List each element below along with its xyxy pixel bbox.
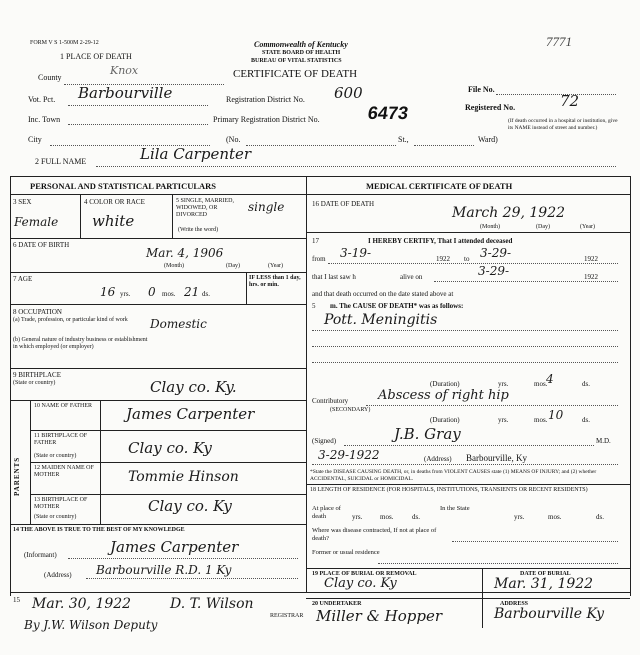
residence-place-ds: ds. xyxy=(412,513,420,521)
duration-2-ds: ds. xyxy=(582,416,590,424)
from-year-value: 1922 xyxy=(436,255,450,263)
alive-on-year: 1922 xyxy=(584,273,598,281)
certify-number: 17 xyxy=(312,237,319,245)
duration-2-yrs: yrs. xyxy=(498,416,509,424)
vot-pct-value: Barbourville xyxy=(78,84,173,102)
dob-value: Mar. 4, 1906 xyxy=(146,246,224,260)
father-birthplace-value: Clay co. Ky xyxy=(128,439,212,457)
informant-address-value: Barbourville R.D. 1 Ky xyxy=(96,563,232,577)
cause-of-death-value: Pott. Meningitis xyxy=(324,312,438,328)
cause-of-death-text: m. The CAUSE OF DEATH* was as follows: xyxy=(330,302,464,310)
in-state-label: In the State xyxy=(440,505,470,512)
commonwealth-heading: Commonwealth of Kentucky xyxy=(254,40,348,49)
occupation-label: 8 OCCUPATION xyxy=(13,308,62,316)
dob-day-hint: (Day) xyxy=(226,263,240,269)
ward-label: Ward) xyxy=(478,135,498,144)
father-birthplace-label: 11 BIRTHPLACE OF FATHER xyxy=(34,433,88,446)
dob-label: 6 DATE OF BIRTH xyxy=(13,241,70,249)
marital-status-value: single xyxy=(248,200,285,214)
residence-place-mos: mos. xyxy=(380,513,394,521)
birthplace-value: Clay co. Ky. xyxy=(150,378,237,396)
undertaker-address-label: ADDRESS xyxy=(500,601,529,607)
color-race-value: white xyxy=(92,212,135,230)
duration-2-months-value: 10 xyxy=(548,408,564,422)
father-name-value: James Carpenter xyxy=(126,405,255,423)
age-days-value: 21 xyxy=(184,285,200,299)
registered-no-label: Registered No. xyxy=(465,103,516,112)
duration-2-mos: mos. xyxy=(534,416,548,424)
residence-state-ds: ds. xyxy=(596,513,604,521)
medical-section-header: MEDICAL CERTIFICATE OF DEATH xyxy=(366,181,513,191)
mother-birthplace-label: 13 BIRTHPLACE OF MOTHER xyxy=(34,497,88,510)
residence-state-yrs: yrs. xyxy=(514,513,525,521)
city-label: City xyxy=(28,135,42,144)
marital-status-label: 5 SINGLE, MARRIED, WIDOWED, OR DIVORCED xyxy=(176,198,234,218)
registrar-value: D. T. Wilson xyxy=(170,596,254,612)
duration-1-mos: mos. xyxy=(534,380,548,388)
dob-year-hint: (Year) xyxy=(268,263,284,269)
signed-date-value: 3-29-1922 xyxy=(318,448,380,462)
father-birthplace-state-hint: (State or country) xyxy=(34,453,77,459)
physician-address-label: (Address) xyxy=(424,455,452,463)
burial-place-label: 19 PLACE OF BURIAL OR REMOVAL xyxy=(312,571,417,577)
to-year-value: 1922 xyxy=(584,255,598,263)
burial-date-value: Mar. 31, 1922 xyxy=(494,576,594,592)
age-years-value: 16 xyxy=(100,285,116,299)
death-month-hint: (Month) xyxy=(480,224,500,230)
corner-number: 7771 xyxy=(546,34,572,49)
registrar-label: REGISTRAR xyxy=(270,613,304,619)
disease-contracted-label: Where was disease contracted, If not at place of death? xyxy=(312,527,437,542)
filed-date-value: Mar. 30, 1922 xyxy=(32,596,132,612)
last-saw-text: that I last saw h xyxy=(312,273,356,281)
informant-value: James Carpenter xyxy=(110,538,239,556)
alive-on-value: 3-29- xyxy=(478,264,510,278)
mother-name-label: 12 MAIDEN NAME OF MOTHER xyxy=(34,465,94,478)
primary-registration-value: 6473 xyxy=(366,103,410,123)
physician-address-value: Barbourville, Ky xyxy=(466,453,527,463)
form-number: FORM V S 1-500M 2-29-12 xyxy=(30,40,99,46)
undertaker-label: 20 UNDERTAKER xyxy=(312,601,362,607)
burial-place-value: Clay co. Ky xyxy=(324,576,397,591)
to-date-value: 3-29- xyxy=(480,246,512,260)
date-of-death-value: March 29, 1922 xyxy=(452,205,566,221)
file-no-label: File No. xyxy=(468,85,495,94)
sex-label: 3 SEX xyxy=(13,198,32,206)
registration-district-label: Registration District No. xyxy=(226,95,305,104)
registered-no-value: 72 xyxy=(560,92,580,110)
mother-name-value: Tommie Hinson xyxy=(128,469,239,485)
signed-value: J.B. Gray xyxy=(394,425,461,443)
duration-1-months-value: 4 xyxy=(546,372,554,386)
at-place-label: At place of death xyxy=(312,505,341,520)
age-ds-label: ds. xyxy=(202,290,210,298)
mother-birthplace-value: Clay co. Ky xyxy=(148,497,232,515)
death-year-hint: (Year) xyxy=(580,224,596,230)
alive-on-text: alive on xyxy=(400,273,423,281)
age-months-value: 0 xyxy=(148,285,156,299)
from-label: from xyxy=(312,255,326,263)
father-name-label: 10 NAME OF FATHER xyxy=(34,403,93,409)
signed-label: (Signed) xyxy=(312,437,337,445)
color-race-label: 4 COLOR OR RACE xyxy=(84,198,145,206)
informant-label: (Informant) xyxy=(24,551,57,559)
board-heading: STATE BOARD OF HEALTH xyxy=(262,50,341,56)
filed-label: 15 xyxy=(13,596,20,604)
county-value: Knox xyxy=(110,64,139,77)
md-label: M.D. xyxy=(596,437,611,445)
death-time-value: 5 xyxy=(312,302,316,310)
to-label: to xyxy=(464,255,470,263)
sex-value: Female xyxy=(14,215,59,229)
contributory-label: Contributory xyxy=(312,397,349,405)
occupation-value: Domestic xyxy=(150,317,207,331)
parents-label: PARENTS xyxy=(13,456,21,496)
former-residence-label: Former or usual residence xyxy=(312,549,380,556)
from-date-value: 3-19- xyxy=(340,246,372,260)
burial-date-label: DATE OF BURIAL xyxy=(520,571,571,577)
birthplace-state-hint: (State or country) xyxy=(13,380,56,386)
duration-1-ds: ds. xyxy=(582,380,590,388)
residence-label: 18 LENGTH OF RESIDENCE (FOR HOSPITALS, INSTITUTIONS, TRANSIENTS OR RECENT RESIDENTS) xyxy=(310,487,588,493)
death-day-hint: (Day) xyxy=(536,224,550,230)
dob-month-hint: (Month) xyxy=(164,263,184,269)
informant-address-label: (Address) xyxy=(44,571,72,579)
residence-state-mos: mos. xyxy=(548,513,562,521)
duration-label-1: (Duration) xyxy=(430,380,460,388)
bureau-heading: BUREAU OF VITAL STATISTICS xyxy=(251,58,342,64)
occupation-trade-label: (a) Trade, profession, or particular kind of work xyxy=(13,317,128,323)
primary-registration-label: Primary Registration District No. xyxy=(213,115,320,124)
undertaker-address-value: Barbourville Ky xyxy=(494,606,604,622)
true-statement-label: 14 THE ABOVE IS TRUE TO THE BEST OF MY KNOWLEDGE xyxy=(13,527,185,533)
occupation-industry-label: (b) General nature of industry business or establishment in which employed (or employer) xyxy=(13,337,148,350)
age-yrs-label: yrs. xyxy=(120,290,131,298)
full-name-value: Lila Carpenter xyxy=(140,145,252,163)
mother-birthplace-state-hint: (State or country) xyxy=(34,514,77,520)
contributory-value: Abscess of right hip xyxy=(378,388,509,403)
full-name-label: 2 FULL NAME xyxy=(35,157,87,166)
undertaker-value: Miller & Hopper xyxy=(316,607,443,625)
duration-label-2: (Duration) xyxy=(430,416,460,424)
page-title: CERTIFICATE OF DEATH xyxy=(233,68,358,80)
hospital-note: (If death occurred in a hospital or institution, give its NAME instead of street and number.) xyxy=(508,118,618,131)
county-label: County xyxy=(38,73,62,82)
st-label: St., xyxy=(398,135,409,144)
secondary-label: (SECONDARY) xyxy=(330,407,371,413)
occurred-text: and that death occurred on the date stated above at xyxy=(312,290,454,298)
deputy-value: By J.W. Wilson Deputy xyxy=(24,618,158,632)
inc-town-label: Inc. Town xyxy=(28,115,61,124)
age-label: 7 AGE xyxy=(13,275,33,283)
vot-pct-label: Vot. Pct. xyxy=(28,95,56,104)
marital-hint: (Write the word) xyxy=(178,227,219,233)
age-mos-label: mos. xyxy=(162,290,176,298)
registration-district-value: 600 xyxy=(334,84,363,102)
duration-1-yrs: yrs. xyxy=(498,380,509,388)
residence-place-yrs: yrs. xyxy=(352,513,363,521)
certify-text: I HEREBY CERTIFY, That I attended deceased xyxy=(368,237,513,245)
date-of-death-label: 16 DATE OF DEATH xyxy=(312,200,375,208)
birthplace-label: 9 BIRTHPLACE xyxy=(13,371,61,379)
less-than-day-label: IF LESS than 1 day, hrs. or min. xyxy=(249,275,301,288)
no-label: (No. xyxy=(226,135,241,144)
footnote-text: *State the DISEASE CAUSING DEATH, or, in deaths from VIOLENT CAUSES state (1) MEANS OF INJURY; and (2) whether ACCIDENTAL, SUICIDAL or HOMICIDAL. xyxy=(310,469,597,482)
place-of-death-label: 1 PLACE OF DEATH xyxy=(60,52,132,61)
personal-section-header: PERSONAL AND STATISTICAL PARTICULARS xyxy=(30,181,217,191)
